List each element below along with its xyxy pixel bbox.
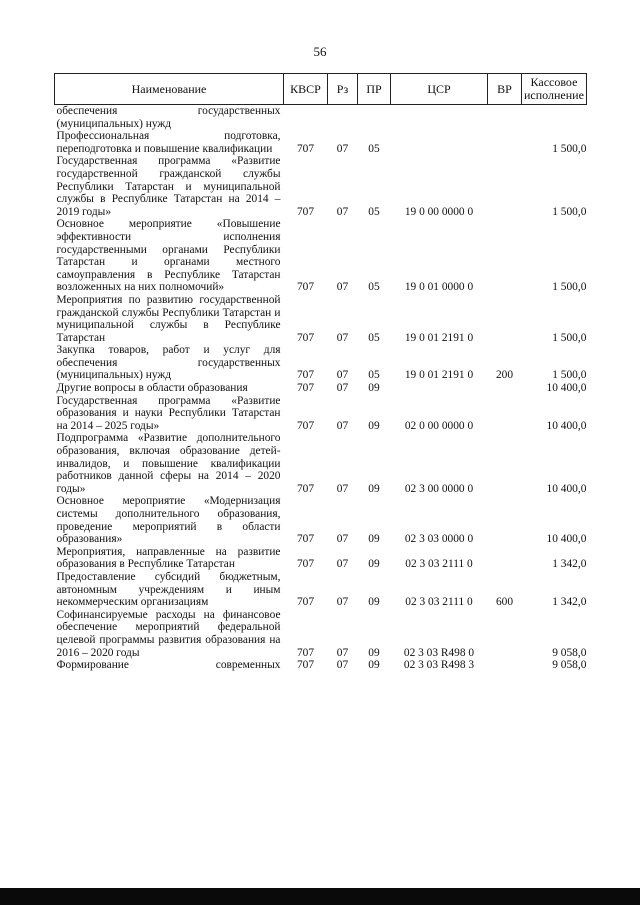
row-name: Мероприятия, направленные на развитие образования в Республике Татарстан <box>56 545 281 571</box>
row-rz: 07 <box>336 482 349 495</box>
row-name: Другие вопросы в области образования <box>56 382 248 395</box>
row-vr <box>488 130 522 155</box>
row-vr <box>488 155 522 218</box>
row-name: Закупка товаров, работ и услуг для обеспечения государственных (муниципальных) нужд <box>56 344 281 382</box>
row-pr: 09 <box>368 646 380 659</box>
row-vr <box>488 546 522 571</box>
row-name: Основное мероприятие «Модернизация системы дополнительного образования, проведение мероприятий в области образования» <box>56 495 281 546</box>
row-csr: 02 3 00 0000 0 <box>404 482 474 495</box>
row-vr <box>488 659 522 672</box>
row-csr <box>391 130 488 155</box>
row-pr: 09 <box>368 382 380 395</box>
row-csr: 19 0 01 2191 0 <box>404 331 474 344</box>
row-amount: 10 400,0 <box>546 533 587 546</box>
row-amount: 1 342,0 <box>552 558 587 571</box>
header-name: Наименование <box>55 74 284 105</box>
row-pr: 09 <box>368 533 380 546</box>
table-row <box>55 609 587 659</box>
row-kvsr: 707 <box>296 369 315 382</box>
row-csr <box>391 382 488 395</box>
row-kvsr: 707 <box>296 281 315 294</box>
row-csr: 19 0 01 2191 0 <box>404 369 474 382</box>
table-row <box>55 571 587 609</box>
row-csr: 02 3 03 2111 0 <box>405 596 473 609</box>
row-pr: 05 <box>368 142 380 155</box>
row-csr: 02 3 03 R498 0 <box>403 646 475 659</box>
row-amount: 10 400,0 <box>546 482 587 495</box>
row-rz: 07 <box>336 142 349 155</box>
row-rz: 07 <box>336 331 349 344</box>
table-row <box>55 344 587 382</box>
row-amount: 1 500,0 <box>552 369 587 382</box>
row-vr: 200 <box>495 369 514 382</box>
table-row <box>55 395 587 433</box>
row-pr <box>358 105 391 131</box>
row-amount: 1 500,0 <box>552 331 587 344</box>
page-number: 56 <box>313 44 327 59</box>
scan-edge-bar <box>0 888 640 905</box>
row-name: Формирование современных <box>56 659 281 672</box>
table-row <box>55 130 587 155</box>
row-name: обеспечения государственных (муниципальных) нужд <box>56 105 281 130</box>
row-kvsr <box>284 105 328 131</box>
row-rz: 07 <box>336 205 349 218</box>
table-row <box>55 659 587 672</box>
row-rz: 07 <box>336 659 349 672</box>
row-rz <box>328 105 358 131</box>
row-amount: 9 058,0 <box>552 646 587 659</box>
table-row <box>55 495 587 545</box>
row-rz: 07 <box>336 369 349 382</box>
table-row <box>55 105 587 131</box>
row-pr: 09 <box>368 482 380 495</box>
row-vr <box>488 495 522 545</box>
row-pr: 05 <box>368 205 380 218</box>
table-row <box>55 546 587 571</box>
row-vr <box>488 395 522 433</box>
row-kvsr: 707 <box>296 205 315 218</box>
row-kvsr: 707 <box>296 482 315 495</box>
row-amount <box>522 105 587 131</box>
row-vr <box>488 218 522 294</box>
row-pr: 09 <box>368 596 380 609</box>
row-pr: 09 <box>368 558 380 571</box>
row-csr: 02 3 03 R498 3 <box>403 659 475 672</box>
header-rz: Рз <box>328 74 358 105</box>
row-pr: 09 <box>368 659 380 672</box>
header-pr: ПР <box>358 74 391 105</box>
row-rz: 07 <box>336 419 349 432</box>
row-pr: 05 <box>368 281 380 294</box>
row-name: Профессиональная подготовка, переподготовка и повышение квалификации <box>56 130 281 155</box>
row-vr: 600 <box>495 596 514 609</box>
table-row <box>55 155 587 218</box>
row-name: Предоставление субсидий бюджетным, автономным учреждениям и иным некоммерческим организациям <box>56 570 281 609</box>
row-pr: 05 <box>368 331 380 344</box>
row-name: Государственная программа «Развитие образования и науки Республики Татарстан на 2014 – 2025 годы» <box>56 394 281 432</box>
row-kvsr: 707 <box>296 142 315 155</box>
row-csr: 19 0 00 0000 0 <box>404 205 474 218</box>
row-name: Софинансируемые расходы на финансовое обеспечение мероприятий федеральной целевой программы развития образования на 2016 – 2020 годы <box>56 608 281 659</box>
row-kvsr: 707 <box>296 596 315 609</box>
row-kvsr: 707 <box>296 331 315 344</box>
header-kvsr: КВСР <box>284 74 328 105</box>
row-pr: 09 <box>368 419 380 432</box>
row-amount: 10 400,0 <box>546 419 587 432</box>
row-kvsr: 707 <box>296 533 315 546</box>
table-row <box>55 382 587 395</box>
row-name: Основное мероприятие «Повышение эффективности исполнения государственными органами Республики Татарстан и органами местного самоуправления в Республике Татарстан возложенных на них полномочий» <box>56 218 281 294</box>
row-rz: 07 <box>336 596 349 609</box>
row-vr <box>488 382 522 395</box>
row-rz: 07 <box>336 533 349 546</box>
row-rz: 07 <box>336 382 349 395</box>
table-row <box>55 294 587 344</box>
row-rz: 07 <box>336 281 349 294</box>
row-amount: 9 058,0 <box>552 659 587 672</box>
row-rz: 07 <box>336 558 349 571</box>
row-kvsr: 707 <box>296 646 315 659</box>
row-amount: 1 500,0 <box>552 281 587 294</box>
row-amount: 10 400,0 <box>546 382 587 395</box>
row-kvsr: 707 <box>296 419 315 432</box>
row-rz: 07 <box>336 646 349 659</box>
header-amount: Кассовое исполнение <box>522 74 587 105</box>
row-csr: 02 0 00 0000 0 <box>404 419 474 432</box>
row-name: Государственная программа «Развитие государственной гражданской службы Республики Татарстан и муниципальной службы в Республике Татарстан на 2014 – 2019 годы» <box>56 155 281 218</box>
row-vr <box>488 432 522 495</box>
budget-table <box>54 73 587 672</box>
row-vr <box>488 105 522 131</box>
header-csr: ЦСР <box>391 74 488 105</box>
header-vr: ВР <box>488 74 522 105</box>
table-header-row <box>55 74 587 105</box>
row-kvsr: 707 <box>296 659 315 672</box>
row-pr: 05 <box>368 369 380 382</box>
row-kvsr: 707 <box>296 382 315 395</box>
row-kvsr: 707 <box>296 558 315 571</box>
row-csr: 02 3 03 2111 0 <box>405 558 473 571</box>
row-csr: 19 0 01 0000 0 <box>404 281 474 294</box>
row-csr <box>391 105 488 131</box>
table-row <box>55 432 587 495</box>
row-vr <box>488 294 522 344</box>
row-name: Мероприятия по развитию государственной гражданской службы Республики Татарстан и муниципальной службы в Республике Татарстан <box>56 293 281 344</box>
row-amount: 1 500,0 <box>552 205 587 218</box>
row-vr <box>488 609 522 659</box>
row-amount: 1 342,0 <box>552 596 587 609</box>
table-row <box>55 218 587 294</box>
row-name: Подпрограмма «Развитие дополнительного образования, включая образование детей-инвалидов, и повышение квалификации работников данной сферы на 2014 – 2020 годы» <box>56 432 281 495</box>
row-amount: 1 500,0 <box>552 142 587 155</box>
row-csr: 02 3 03 0000 0 <box>404 533 474 546</box>
